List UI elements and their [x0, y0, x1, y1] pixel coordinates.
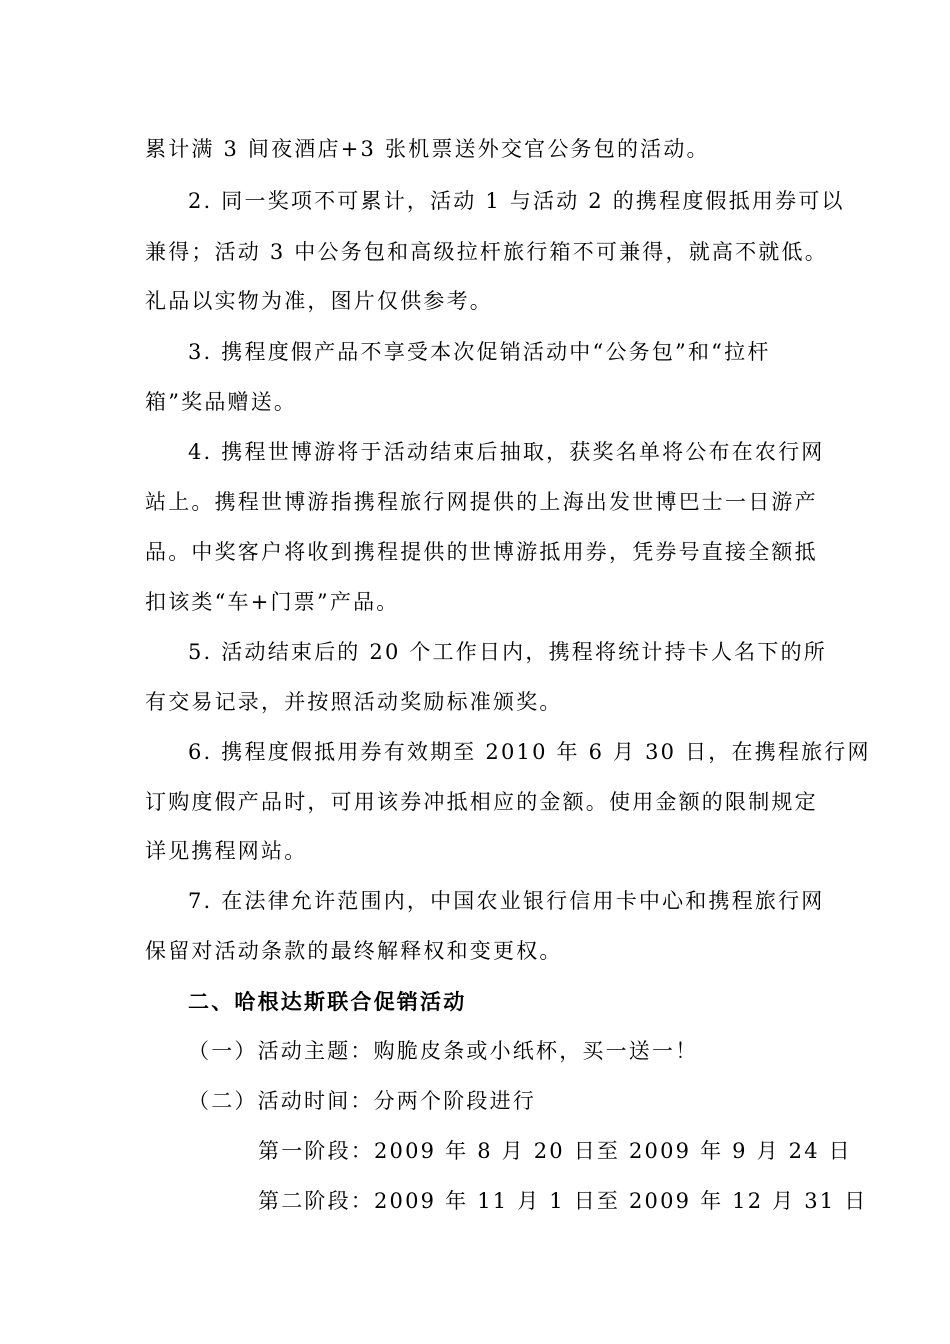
paragraph-line: 详见携程网站。 [145, 839, 308, 863]
phase-one-line: 第一阶段：2009 年 8 月 20 日至 2009 年 9 月 24 日 [258, 1139, 852, 1163]
paragraph-line: 4. 携程世博游将于活动结束后抽取，获奖名单将公布在农行网 [188, 440, 825, 464]
paragraph-line: 有交易记录，并按照活动奖励标准颁奖。 [145, 690, 563, 714]
phase-two-line: 第二阶段：2009 年 11 月 1 日至 2009 年 12 月 31 日 [258, 1189, 868, 1213]
paragraph-line: 扣该类“车+门票”产品。 [145, 590, 400, 614]
activity-time-line: （二）活动时间：分两个阶段进行 [188, 1089, 536, 1113]
paragraph-line: 3. 携程度假产品不享受本次促销活动中“公务包”和“拉杆 [188, 340, 771, 364]
activity-theme-line: （一）活动主题：购脆皮条或小纸杯，买一送一！ [188, 1039, 699, 1063]
paragraph-line: 7. 在法律允许范围内，中国农业银行信用卡中心和携程旅行网 [188, 889, 825, 913]
paragraph-line: 礼品以实物为准，图片仅供参考。 [145, 289, 493, 313]
paragraph-line: 6. 携程度假抵用券有效期至 2010 年 6 月 30 日，在携程旅行网 [188, 740, 871, 764]
paragraph-line: 兼得；活动 3 中公务包和高级拉杆旅行箱不可兼得，就高不就低。 [145, 240, 828, 264]
paragraph-line: 累计满 3 间夜酒店+3 张机票送外交官公务包的活动。 [145, 137, 710, 161]
paragraph-line: 5. 活动结束后的 20 个工作日内，携程将统计持卡人名下的所 [188, 640, 827, 664]
paragraph-line: 保留对活动条款的最终解释权和变更权。 [145, 939, 563, 963]
section-heading: 二、哈根达斯联合促销活动 [188, 990, 467, 1014]
paragraph-line: 箱”奖品赠送。 [145, 390, 298, 414]
paragraph-line: 订购度假产品时，可用该券冲抵相应的金额。使用金额的限制规定 [145, 790, 818, 814]
paragraph-line: 站上。携程世博游指携程旅行网提供的上海出发世博巴士一日游产 [145, 490, 818, 514]
paragraph-line: 品。中奖客户将收到携程提供的世博游抵用券，凭券号直接全额抵 [145, 540, 818, 564]
paragraph-line: 2. 同一奖项不可累计，活动 1 与活动 2 的携程度假抵用券可以 [188, 189, 845, 213]
